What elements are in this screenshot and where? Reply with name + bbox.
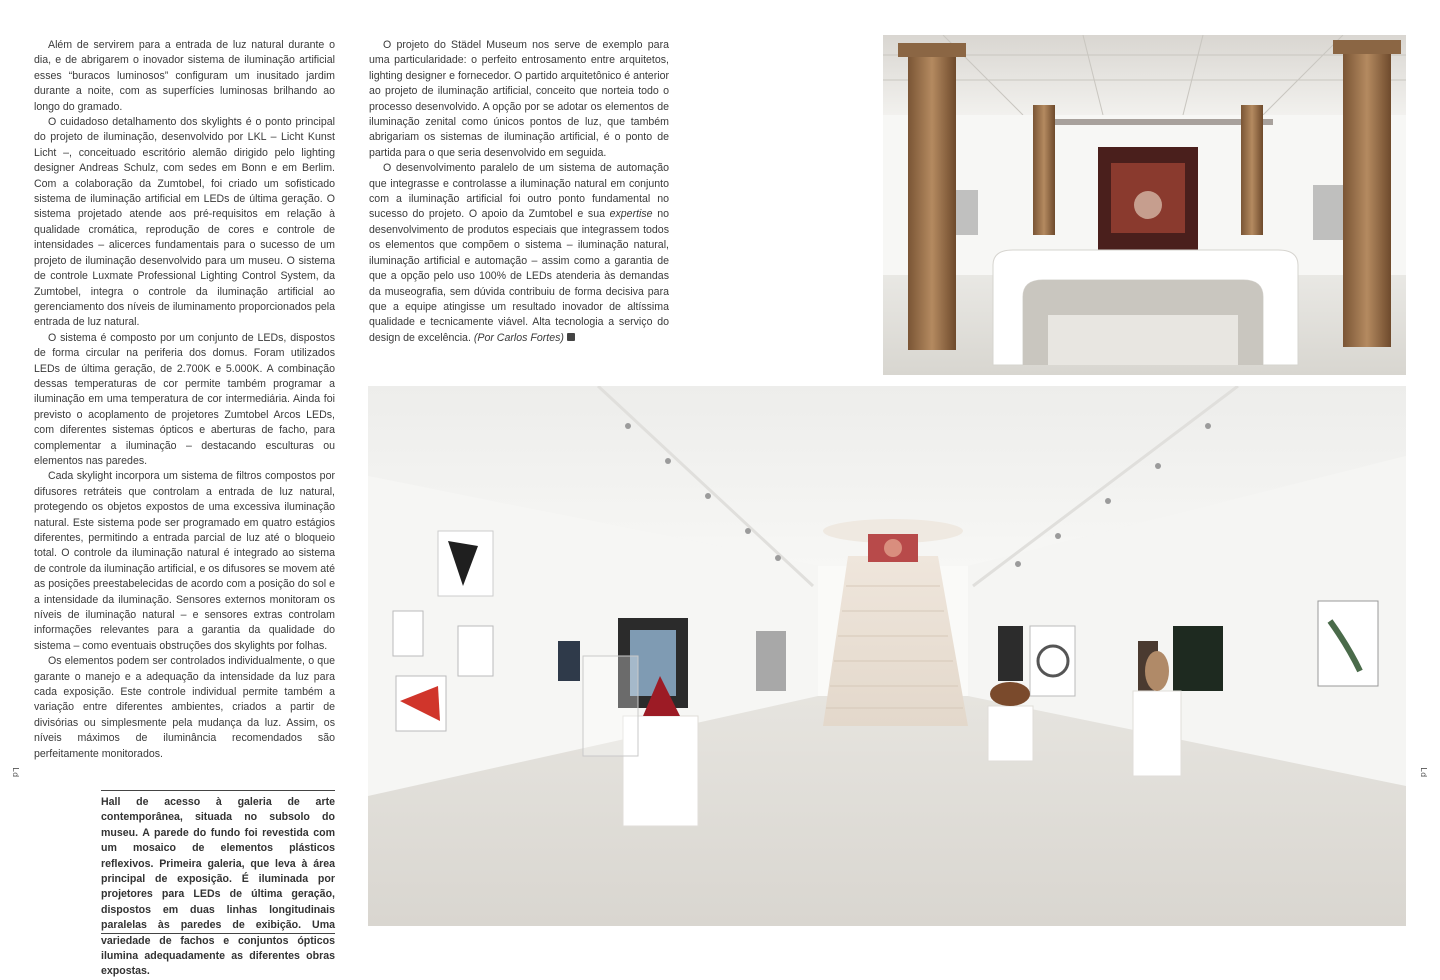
- caption-divider: [101, 933, 335, 934]
- atrium-photo: [883, 35, 1406, 375]
- body-paragraph: Os elementos podem ser controlados individualmente, o que garante o manejo e a adequação da intensidade da luz para cada exposição. Este controle individual permite também a variação entre diferentes ambientes, criados a partir de divisórias ou simplesmente pela mudança da luz. Assim, os níveis máximos de iluminância recomendados são perfeitamente monitorados.: [34, 655, 335, 760]
- middle-text-column: [369, 38, 669, 346]
- end-of-article-icon: [567, 333, 575, 341]
- author-byline: (Por Carlos Fortes): [473, 331, 564, 344]
- emphasis-text: expertise: [609, 208, 653, 221]
- atrium-illustration: [883, 35, 1406, 375]
- body-text: O desenvolvimento paralelo de um sistema de automação que integrasse e controlasse a iluminação natural em conjunto com a iluminação artificial foi outro ponto fundamental no sucesso do projeto. O apoio da Zumtobel e sua: [369, 162, 669, 221]
- body-paragraph: Cada skylight incorpora um sistema de filtros compostos por difusores retráteis que controlam a entrada de luz natural, protegendo os objetos expostos de uma excessiva iluminação natural. Este sistema pode ser programado em quatro estágios diferentes, permitindo a entrada parcial de luz até o bloqueio total. O controle da iluminação natural é integrado ao sistema de controle da iluminação artificial, e os difusores se movem até as posições preestabelecidas de acordo com a posição do sol e a intensidade da iluminação. Sensores externos monitoram os níveis de iluminação natural – e sensores extras controlam informações relevantes para a garantia da qualidade do sistema – como eventuais obstruções dos skylights por folhas.: [34, 470, 335, 652]
- body-paragraph: [369, 161, 669, 346]
- page-folio-left: Ld: [10, 767, 20, 778]
- body-paragraph: O sistema é composto por um conjunto de LEDs, dispostos de forma circular na periferia dos domus. Foram utilizados LEDs de última geração, de 2.700K e 5.000K. A combinação dessas temperaturas de cor permite também programar a iluminação em uma temperatura de cor intermediária. Ainda foi previsto o acoplamento de projetores Zumtobel Arcos LEDs, com diferentes sistemas ópticos e aberturas de facho, para complementar a iluminação – destacando esculturas ou elementos nas paredes.: [34, 331, 335, 467]
- left-text-column: [34, 38, 335, 762]
- body-paragraph: O cuidadoso detalhamento dos skylights é o ponto principal do projeto de iluminação, desenvolvido por LKL – Licht Kunst Licht –, conceituado escritório alemão dirigido pelo lighting designer Andreas Schulz, com sedes em Bonn e em Berlim. Com a colaboração da Zumtobel, foi criado um sofisticado sistema de iluminação artificial em LEDs de última geração. O sistema projetado atende aos pré-requisitos em relação à qualidade cromática, reprodução de cores e controle de intensidades – alicerces fundamentais para o sucesso de um projeto de iluminação desenvolvido para um museu. O sistema de controle Luxmate Professional Lighting Control System, da Zumtobel, integra o controle da iluminação artificial ao gerenciamento dos níveis de iluminamento proporcionados pela entrada de luz natural.: [34, 116, 335, 329]
- gallery-photo: [368, 386, 1406, 926]
- body-text: no desenvolvimento de produtos especiais que integrassem todos os elementos que compõem o sistema – iluminação natural, iluminação artificial e automação – assim como a garantia de que a opção pelo uso 100% de LEDs atenderia às demandas da museografia, sem dúvida contribuiu de forma decisiva para que a equipe atingisse um resultado inovador de altíssima qualidade e tecnicamente viável. Alta tecnologia a serviço do design de excelência.: [369, 208, 669, 344]
- gallery-illustration: [368, 386, 1406, 926]
- page-folio-right: Ld: [1418, 767, 1428, 778]
- photo-caption: Hall de acesso à galeria de arte contemporânea, situada no subsolo do museu. A parede do fundo foi revestida com um mosaico de elementos plásticos reflexivos. Primeira galeria, que leva à área principal de exposição. É iluminada por projetores para LEDs de última geração, dispostos em duas linhas longitudinais paralelas às paredes de exibição. Uma variedade de fachos e conjuntos ópticos ilumina adequadamente as diferentes obras expostas.: [101, 790, 335, 980]
- body-paragraph: Além de servirem para a entrada de luz natural durante o dia, e de abrigarem o inovador sistema de iluminação artificial esses “buracos luminosos” configuram um inusitado jardim durante a noite, com as superfícies luminosas brilhando ao longo do gramado.: [34, 39, 335, 113]
- body-paragraph: O projeto do Städel Museum nos serve de exemplo para uma particularidade: o perfeito entrosamento entre arquitetos, lighting designer e fornecedor. O partido arquitetônico é anterior ao projeto de iluminação artificial, conceito que norteia todo o processo desenvolvido. A opção por se adotar os elementos de iluminação zenital como únicos pontos de luz, que também abrigariam os sistemas de iluminação artificial, é o ponto de partida para o que seria desenvolvido em seguida.: [369, 39, 669, 159]
